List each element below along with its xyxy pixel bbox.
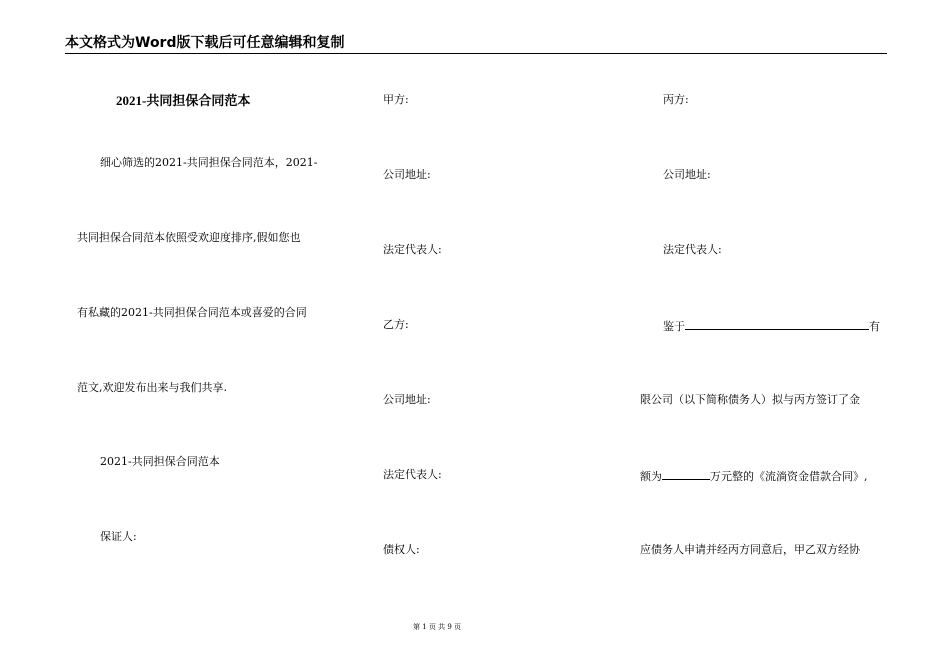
amount-line [640, 468, 868, 484]
body-line-3: 应债务人申请并经丙方同意后，甲乙双方经协 [640, 543, 860, 556]
party-a-address-label: 公司地址: [383, 168, 431, 181]
party-c-address-label: 公司地址: [663, 168, 711, 181]
whereas-line [663, 318, 880, 334]
contract-subtitle: 2021-共同担保合同范本 [100, 455, 220, 468]
intro-line-1: 细心筛选的2021-共同担保合同范本，2021- [100, 156, 318, 169]
page-number: 第 1 页 共 9 页 [413, 623, 462, 631]
intro-line-2: 共同担保合同范本依照受欢迎度排序,假如您也 [77, 231, 301, 244]
intro-line-3: 有私藏的2021-共同担保合同范本或喜爱的合同 [77, 306, 307, 319]
company-name-blank [685, 318, 869, 330]
whereas-prefix: 鉴于 [663, 320, 685, 333]
creditor-label: 债权人: [383, 543, 420, 556]
party-a-label: 甲方: [383, 93, 409, 106]
amount-blank [662, 468, 710, 480]
body-line-1: 限公司（以下简称债务人）拟与丙方签订了金 [640, 393, 860, 406]
party-b-legal-rep-label: 法定代表人: [383, 468, 442, 481]
party-b-label: 乙方: [383, 318, 409, 331]
party-a-legal-rep-label: 法定代表人: [383, 243, 442, 256]
party-c-legal-rep-label: 法定代表人: [663, 243, 722, 256]
party-b-address-label: 公司地址: [383, 393, 431, 406]
document-title: 2021-共同担保合同范本 [116, 93, 251, 108]
whereas-suffix: 有 [869, 320, 880, 333]
amount-suffix: 万元整的《流淌资金借款合同》, [710, 470, 868, 483]
intro-line-4: 范文,欢迎发布出来与我们共享. [77, 381, 227, 394]
page-header [65, 34, 887, 54]
guarantor-label: 保证人: [100, 530, 137, 543]
amount-prefix: 额为 [640, 470, 662, 483]
party-c-label: 丙方: [663, 93, 689, 106]
header-title: 本文格式为Word版下载后可任意编辑和复制 [65, 35, 345, 51]
